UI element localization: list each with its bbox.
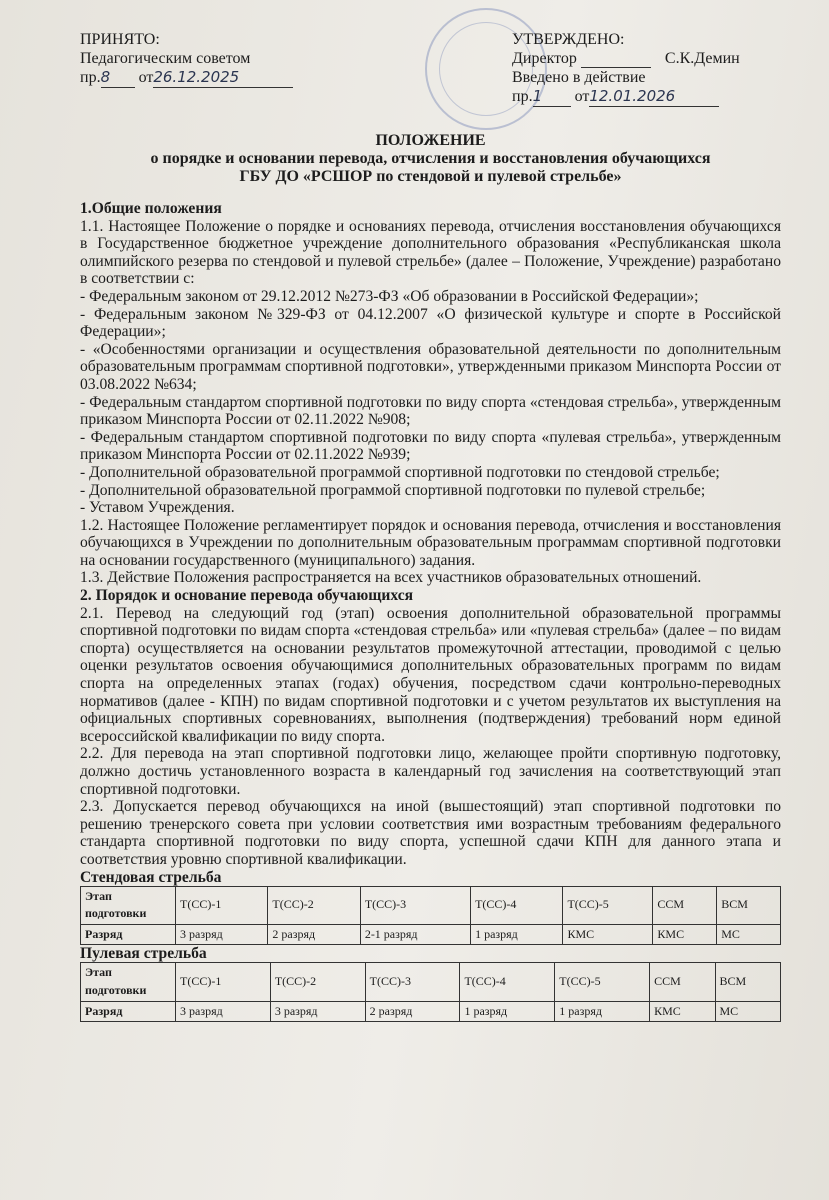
approved-protocol: пр.1 от12.01.2026: [512, 87, 812, 107]
document-title: ПОЛОЖЕНИЕ о порядке и основании перевода, отчисления и восстановления обучающихся ГБУ ДО «РСШОР по стендовой и пулевой стрельбе»: [150, 132, 711, 185]
bullet-8: - Уставом Учреждения.: [80, 499, 235, 517]
approved-label: УТВЕРЖДЕНО:: [512, 31, 625, 48]
order-date: 12.01.2026: [589, 87, 719, 107]
approval-header: [80, 30, 781, 112]
table-row: Разряд 3 разряд 3 разряд 2 разряд 1 разряд 1 разряд КМС МС: [81, 1001, 781, 1022]
table-row: Разряд 3 разряд 2 разряд 2-1 разряд 1 разряд КМС КМС МС: [81, 924, 781, 945]
paragraph-2-3: 2.3. Допускается перевод обучающихся на иной (вышестоящий) этап спортивной подготовки по решению тренерского совета при условии соответствия ими возрастным требованиям федерального стандарта спортивной подготовки по виду спорта, успешной сдачи КПН для данного этапа и соответствия уровню спортивной квалификации.: [80, 798, 781, 868]
pedagogical-council: Педагогическим советом: [80, 50, 251, 67]
director-name: С.К.Демин: [664, 50, 740, 67]
bullet-7: - Дополнительной образовательной программой спортивной подготовки по пулевой стрельбе;: [80, 481, 706, 499]
accepted-protocol: пр.8 от26.12.2025: [80, 68, 350, 88]
bullet-1: - Федеральным законом от 29.12.2012 №273-ФЗ «Об образовании в Российской Федерации»;: [80, 287, 699, 305]
bullet-5: - Федеральным стандартом спортивной подготовки по виду спорта «пулевая стрельба», утвержденным приказом Минспорта России от 02.11.2022 №939;: [80, 428, 781, 464]
trap-shooting-table: [80, 886, 781, 946]
bullet-2: - Федеральным законом №329-ФЗ от 04.12.2007 «О физической культуре и спорте в Российской Федерации»;: [80, 305, 781, 341]
paragraph-2-2: 2.2. Для перевода на этап спортивной подготовки лицо, желающее пройти спортивную подготовку, должно достичь установленного возраста в календарный год зачисления на соответствующий этап спортивной подготовки.: [80, 745, 781, 798]
effective-label: Введено в действие: [512, 69, 646, 86]
table1-caption: Стендовая стрельба: [80, 868, 222, 886]
section-2-heading: 2. Порядок и основание перевода обучающихся: [80, 587, 414, 605]
protocol-number: 8: [101, 68, 135, 88]
section-1-heading: 1.Общие положения: [80, 200, 222, 217]
paragraph-1-3: 1.3. Действие Положения распространяется на всех участников образовательных отношений.: [80, 569, 702, 587]
paragraph-2-1: 2.1. Перевод на следующий год (этап) освоения дополнительной образовательной программы спортивной подготовки по видам спорта «стендовая стрельба» или «пулевая стрельба» (далее – по видам спорта) осуществляется на основании результатов промежуточной аттестации, проводимой с целью оценки результатов освоения обучающимися дополнительных образовательных программ по видам спорта на определенных этапах (годах) обучения, посредством сдачи контрольно-переводных нормативов (далее - КПН) по видам спортивной подготовки и с учетом результатов их выступления на официальных спортивных соревнованиях, выполнения (подтверждения) требований норм единой всероссийской квалификации по виду спорта.: [80, 604, 781, 745]
bullet-4: - Федеральным стандартом спортивной подготовки по виду спорта «стендовая стрельба», утвержденным приказом Минспорта России от 02.11.2022 №908;: [80, 393, 781, 429]
paragraph-1-1: 1.1. Настоящее Положение о порядке и основаниях перевода, отчисления восстановления обучающихся в Государственное бюджетное учреждение дополнительного образования «Республиканская школа олимпийского резерва по стендовой и пулевой стрельбе» (далее – Положение, Учреждение) разработано в соответствии с:: [80, 217, 781, 288]
rifle-shooting-table: [80, 962, 781, 1022]
bullet-3: - «Особенностями организации и осуществления образовательной деятельности по дополнительным образовательным программам спортивной подготовки», утвержденными приказом Минспорта России от 03.08.2022 №634;: [80, 340, 781, 393]
director-line: Директор С.К.Демин: [512, 50, 740, 67]
approved-block: [512, 30, 812, 107]
protocol-date: 26.12.2025: [153, 68, 293, 88]
accepted-label: ПРИНЯТО:: [80, 31, 160, 48]
paragraph-1-2: 1.2. Настоящее Положение регламентирует порядок и основания перевода, отчисления и восстановления обучающихся в Учреждении по дополнительным образовательным программам спортивной подготовки на основании государственного (муниципального) задания.: [80, 516, 781, 569]
accepted-block: [80, 30, 350, 88]
table-row: Этап подготовки Т(СС)-1 Т(СС)-2 Т(СС)-3 Т(СС)-4 Т(СС)-5 ССМ ВСМ: [81, 963, 781, 1001]
bullet-6: - Дополнительной образовательной программой спортивной подготовки по стендовой стрельбе;: [80, 463, 720, 481]
order-number: 1: [533, 87, 571, 107]
table-row: Этап подготовки Т(СС)-1 Т(СС)-2 Т(СС)-3 Т(СС)-4 Т(СС)-5 ССМ ВСМ: [81, 886, 781, 924]
table2-caption: Пулевая стрельба: [80, 945, 207, 963]
document-body: [80, 200, 781, 1022]
